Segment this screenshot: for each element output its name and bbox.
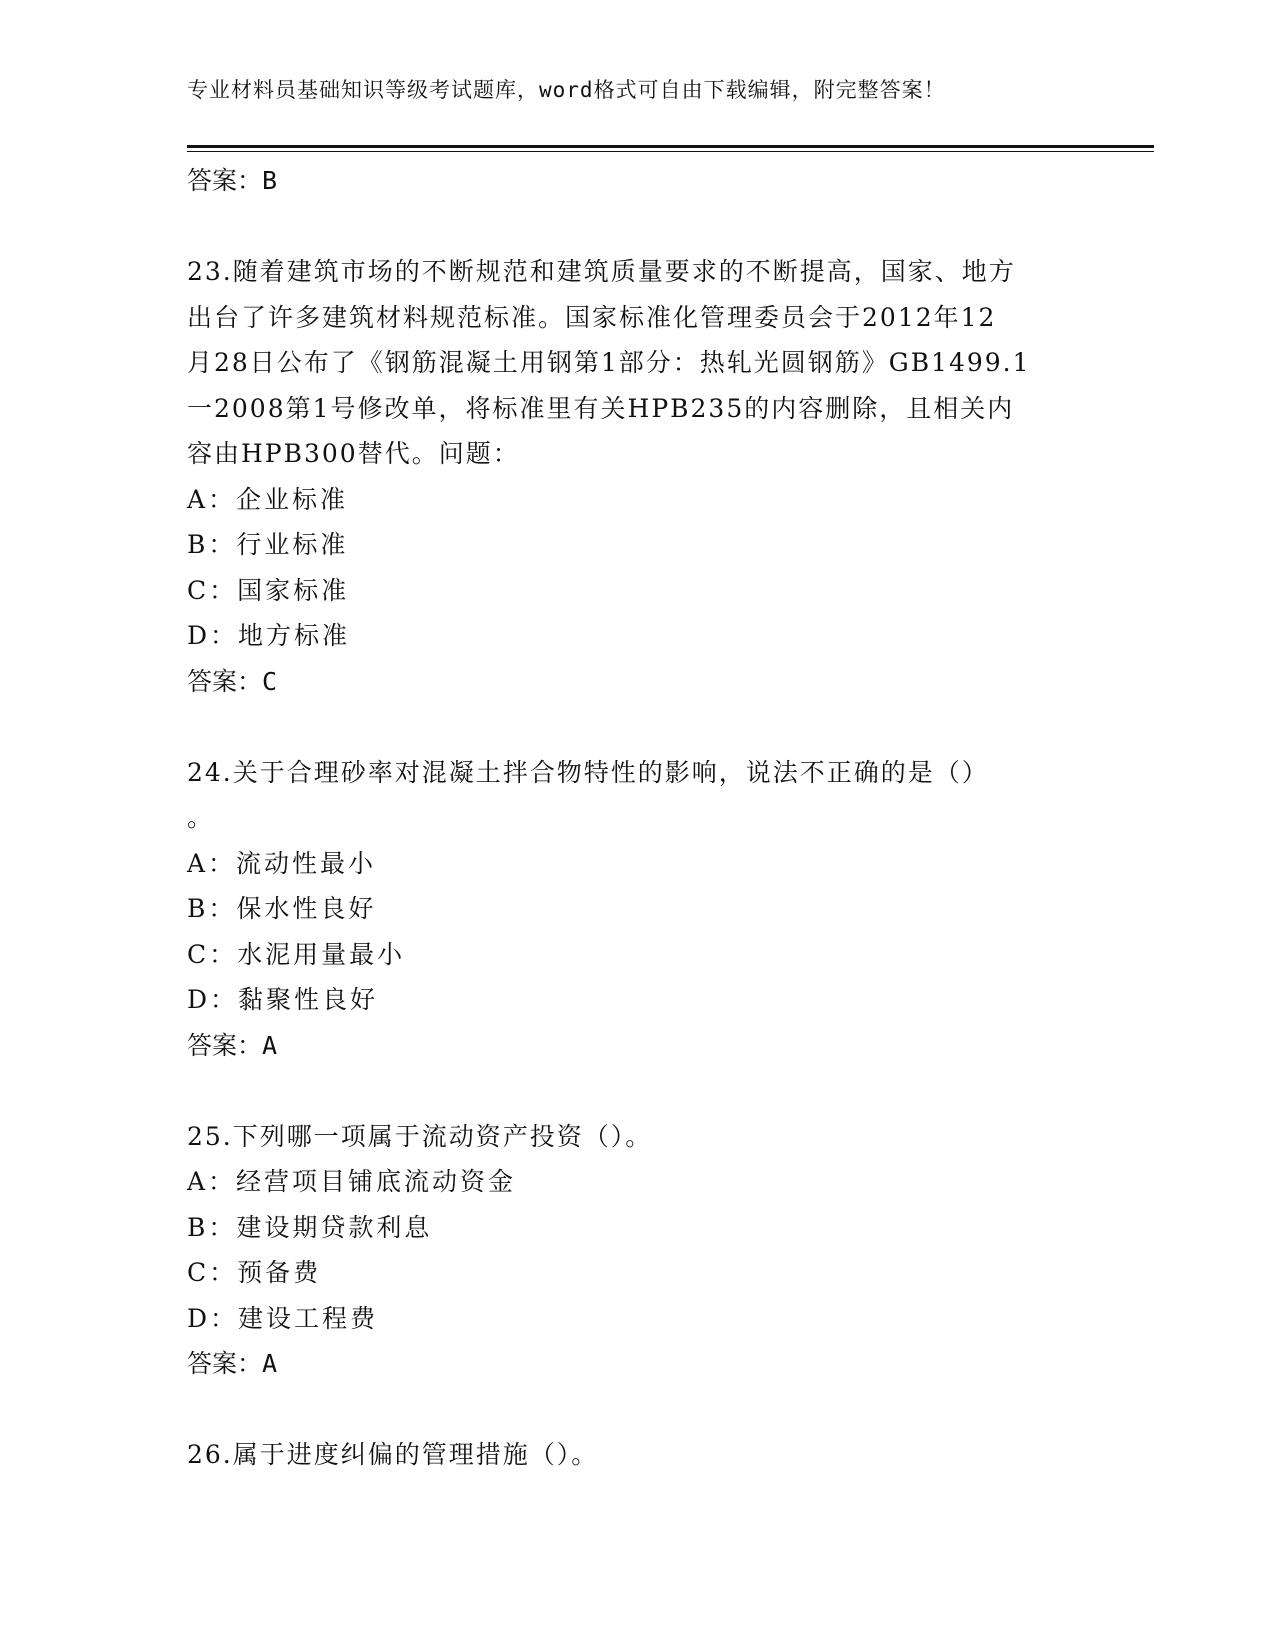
question-text-line: 26.属于进度纠偏的管理措施（）。 bbox=[187, 1440, 599, 1469]
question-list bbox=[187, 158, 1087, 1478]
question-24 bbox=[187, 750, 1087, 1069]
page-header: 专业材料员基础知识等级考试题库，word格式可自由下载编辑，附完整答案！ bbox=[187, 78, 946, 102]
option-a: A：流动性最小 bbox=[187, 848, 377, 878]
answer: 答案：C bbox=[187, 666, 278, 696]
question-text-line: 出台了许多建筑材料规范标准。国家标准化管理委员会于2012年12 bbox=[187, 302, 997, 332]
question-text-line: 24.关于合理砂率对混凝土拌合物特性的影响，说法不正确的是（） bbox=[187, 757, 989, 787]
option-d: D：黏聚性良好 bbox=[187, 985, 379, 1014]
option-c: C：国家标准 bbox=[187, 575, 350, 605]
option-a: A：经营项目铺底流动资金 bbox=[187, 1167, 517, 1196]
question-text-line: 月28日公布了《钢筋混凝土用钢第1部分：热轧光圆钢筋》GB1499.1 bbox=[187, 348, 1031, 377]
question-text-line: 容由HPB300替代。问题： bbox=[187, 439, 520, 468]
question-25 bbox=[187, 1114, 1087, 1388]
option-c: C：水泥用量最小 bbox=[187, 939, 406, 969]
header-rule-thick bbox=[187, 145, 1154, 148]
option-b: B：保水性良好 bbox=[187, 894, 377, 923]
option-d: D：地方标准 bbox=[187, 621, 351, 650]
option-b: B：行业标准 bbox=[187, 530, 349, 559]
option-d: D：建设工程费 bbox=[187, 1303, 379, 1333]
option-b: B：建设期贷款利息 bbox=[187, 1212, 433, 1242]
answer: 答案：A bbox=[187, 1030, 278, 1060]
question-text-line: 23.随着建筑市场的不断规范和建筑质量要求的不断提高，国家、地方 bbox=[187, 257, 1016, 286]
question-text-line: 一2008第1号修改单，将标准里有关HPB235的内容删除，且相关内 bbox=[187, 393, 1015, 423]
previous-answer: 答案：B bbox=[187, 166, 278, 195]
question-26 bbox=[187, 1432, 1087, 1478]
answer: 答案：A bbox=[187, 1349, 278, 1378]
question-23 bbox=[187, 249, 1087, 705]
option-c: C：预备费 bbox=[187, 1258, 322, 1287]
question-text-line: 25.下列哪一项属于流动资产投资（）。 bbox=[187, 1121, 653, 1151]
option-a: A：企业标准 bbox=[187, 484, 349, 514]
header-rule-thin bbox=[187, 151, 1154, 152]
question-text-line: 。 bbox=[187, 803, 215, 832]
